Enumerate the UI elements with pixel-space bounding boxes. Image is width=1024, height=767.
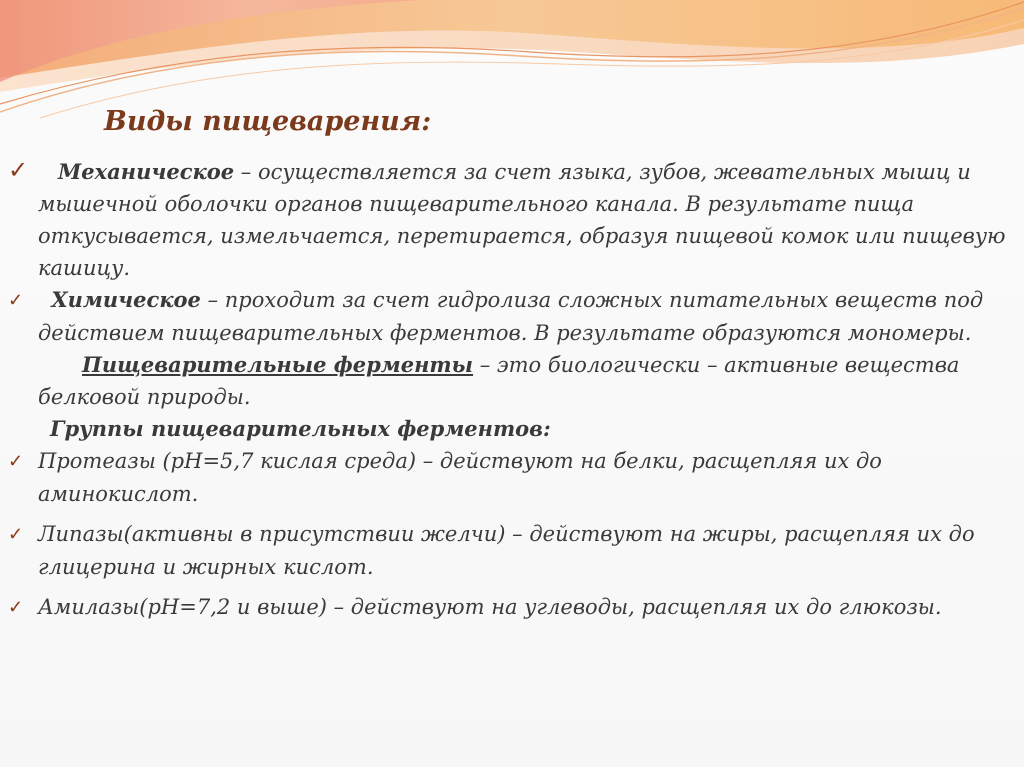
text-lipase-2: глицерина и жирных кислот. — [38, 555, 374, 579]
text-protease-1: Протеазы (рН=5,7 кислая среда) – действуют на белки, расщепляя их до — [38, 449, 882, 473]
text-mechanical-2: мышечной оболочки органов пищеварительного канала. В результате пища — [38, 192, 914, 216]
text-amylase-1: Амилазы(рН=7,2 и выше) – действуют на углеводы, расщепляя их до глюкозы. — [38, 595, 942, 619]
decorative-header-wave — [0, 0, 1024, 120]
text-mechanical-1: – осуществляется за счет языка, зубов, жевательных мышц и — [234, 160, 971, 184]
list-item-chemical — [8, 284, 1014, 317]
list-item-amylase — [8, 591, 1014, 624]
text-enzymes-2: белковой природы. — [38, 385, 251, 409]
checkmark-icon: ✓ — [8, 290, 24, 311]
text-enzymes-1: – это биологически – активные вещества — [473, 353, 960, 377]
slide-content — [8, 154, 1014, 624]
groups-heading: Группы пищеварительных ферментов: — [50, 416, 551, 441]
text-lipase-1: Липазы(активны в присутствии желчи) – действуют на жиры, расщепляя их до — [38, 522, 975, 546]
list-item-mechanical — [8, 154, 1014, 188]
term-mechanical: Механическое — [58, 159, 235, 184]
term-chemical: Химическое — [51, 287, 201, 312]
checkmark-icon: ✓ — [8, 156, 29, 184]
text-mechanical-4: кашицу. — [38, 256, 130, 280]
text-mechanical-3: откусывается, измельчается, перетирается, образуя пищевой комок или пищевую — [38, 224, 1006, 248]
list-item-protease — [8, 445, 1014, 478]
text-chemical-2: действием пищеварительных ферментов. В результате образуются мономеры. — [38, 321, 972, 345]
text-protease-2: аминокислот. — [38, 482, 199, 506]
text-chemical-1: – проходит за счет гидролиза сложных питательных веществ под — [200, 288, 984, 312]
checkmark-icon: ✓ — [8, 597, 24, 618]
enzymes-definition — [8, 349, 1014, 381]
slide-title: Виды пищеварения: — [104, 106, 432, 137]
checkmark-icon: ✓ — [8, 524, 24, 545]
list-item-lipase — [8, 518, 1014, 551]
checkmark-icon: ✓ — [8, 451, 24, 472]
term-enzymes: Пищеварительные ферменты — [82, 352, 474, 377]
